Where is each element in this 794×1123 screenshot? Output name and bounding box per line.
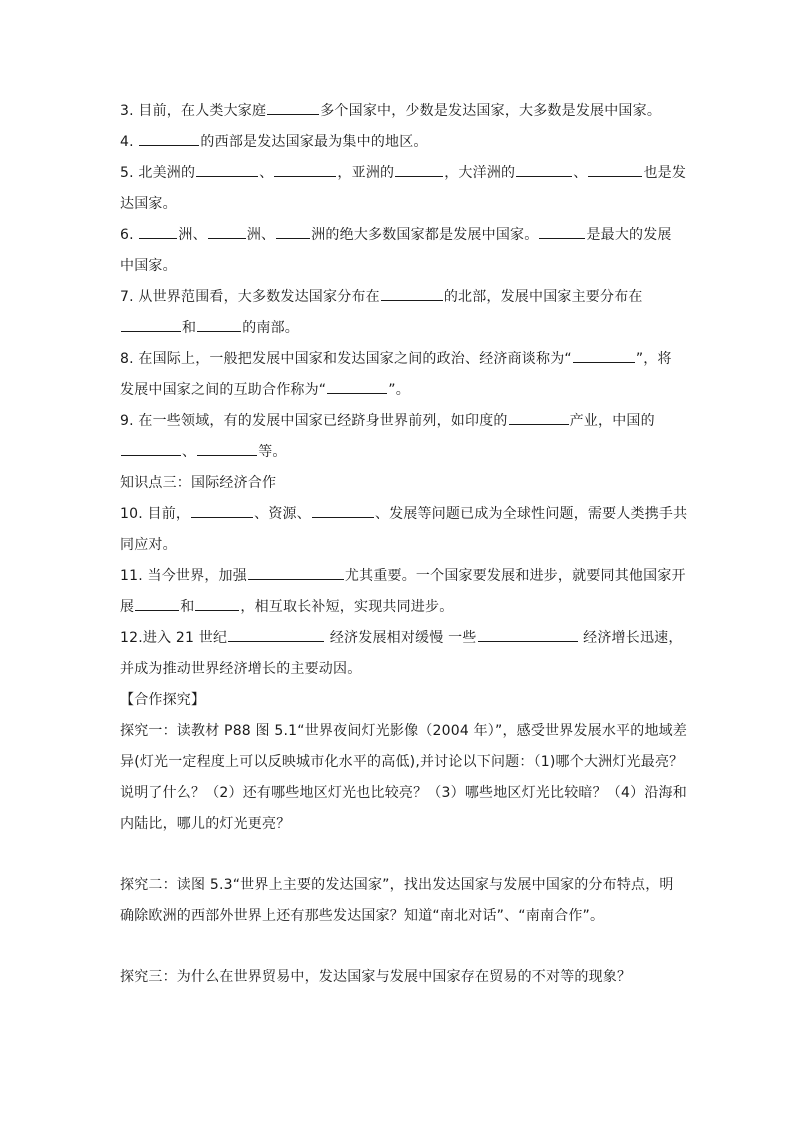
question-6: 6. 洲、 洲、 洲的绝大多数国家都是发展中国家。 是最大的发展 (120, 220, 680, 251)
answer-blank[interactable] (197, 316, 241, 332)
question-9: 9. 在一些领域，有的发展中国家已经跻身世界前列，如印度的 产业，中国的 (120, 406, 680, 437)
question-11-cont: 展 和 ，相互取长补短，实现共同进步。 (120, 592, 680, 623)
answer-blank[interactable] (208, 223, 246, 239)
question-10: 10. 目前， 、资源、 、发展等问题已成为全球性问题，需要人类携手共 (120, 499, 680, 530)
section-heading-3: 知识点三：国际经济合作 (120, 475, 277, 491)
answer-blank[interactable] (121, 316, 181, 332)
answer-blank[interactable] (191, 502, 253, 518)
question-4: 4. 的西部是发达国家最为集中的地区。 (120, 127, 680, 158)
question-3: 3. 目前，在人类大家庭 多个国家中，少数是发达国家，大多数是发展中国家。 (120, 96, 680, 127)
answer-blank[interactable] (195, 595, 239, 611)
answer-blank[interactable] (139, 223, 177, 239)
answer-blank[interactable] (135, 595, 179, 611)
answer-blank[interactable] (267, 99, 319, 115)
answer-blank[interactable] (573, 347, 635, 363)
answer-blank[interactable] (509, 409, 569, 425)
question-11: 11. 当今世界，加强 尤其重要。一个国家要发展和进步，就要同其他国家开 (120, 561, 680, 592)
answer-blank[interactable] (274, 161, 336, 177)
question-7: 7. 从世界范围看，大多数发达国家分布在 的北部，发展中国家主要分布在 (120, 282, 680, 313)
answer-blank[interactable] (588, 161, 642, 177)
section-heading-cooperation: 【合作探究】 (120, 692, 206, 708)
answer-blank[interactable] (395, 161, 443, 177)
inquiry-1-cont: 异(灯光一定程度上可以反映城市化水平的高低),并讨论以下问题：（1)哪个大洲灯光最亮？ (120, 754, 684, 770)
question-12-cont: 并成为推动世界经济增长的主要动因。 (120, 661, 362, 677)
question-9-cont: 、 等。 (120, 437, 680, 468)
answer-blank[interactable] (121, 440, 181, 456)
spacer (120, 932, 680, 962)
inquiry-3: 探究三：为什么在世界贸易中，发达国家与发展中国家存在贸易的不对等的现象？ (120, 969, 632, 985)
question-5: 5. 北美洲的 、 ，亚洲的 ，大洋洲的 、 也是发 (120, 158, 680, 189)
question-12: 12.进入 21 世纪 经济发展相对缓慢 一些 经济增长迅速， (120, 623, 680, 654)
answer-blank[interactable] (327, 378, 387, 394)
inquiry-2: 探究二：读图 5.3“世界上主要的发达国家”，找出发达国家与发展中国家的分布特点，明 (120, 877, 674, 893)
inquiry-1-cont: 说明了什么？（2）还有哪些地区灯光也比较亮？（3）哪些地区灯光比较暗？（4）沿海和 (120, 785, 687, 801)
question-5-cont: 达国家。 (120, 196, 177, 212)
answer-blank[interactable] (516, 161, 572, 177)
worksheet-page (120, 96, 688, 993)
answer-blank[interactable] (381, 285, 443, 301)
question-8: 8. 在国际上，一般把发展中国家和发达国家之间的政治、经济商谈称为“ ”，将 (120, 344, 680, 375)
inquiry-1: 探究一：读教材 P88 图 5.1“世界夜间灯光影像（2004 年）”，感受世界发展水平的地域差 (120, 723, 688, 739)
answer-blank[interactable] (139, 130, 199, 146)
answer-blank[interactable] (276, 223, 310, 239)
answer-blank[interactable] (312, 502, 374, 518)
question-10-cont: 同应对。 (120, 537, 177, 553)
answer-blank[interactable] (248, 564, 344, 580)
answer-blank[interactable] (478, 626, 578, 642)
inquiry-1-cont: 内陆比，哪儿的灯光更亮？ (120, 816, 291, 832)
answer-blank[interactable] (196, 161, 258, 177)
question-8-cont: 发展中国家之间的互助合作称为“ ”。 (120, 375, 680, 406)
question-7-cont: 和 的南部。 (120, 313, 680, 344)
spacer (120, 840, 680, 870)
answer-blank[interactable] (197, 440, 257, 456)
inquiry-2-cont: 确除欧洲的西部外世界上还有那些发达国家？知道“南北对话”、“南南合作”。 (120, 908, 605, 924)
answer-blank[interactable] (228, 626, 324, 642)
question-6-cont: 中国家。 (120, 258, 177, 274)
answer-blank[interactable] (539, 223, 585, 239)
